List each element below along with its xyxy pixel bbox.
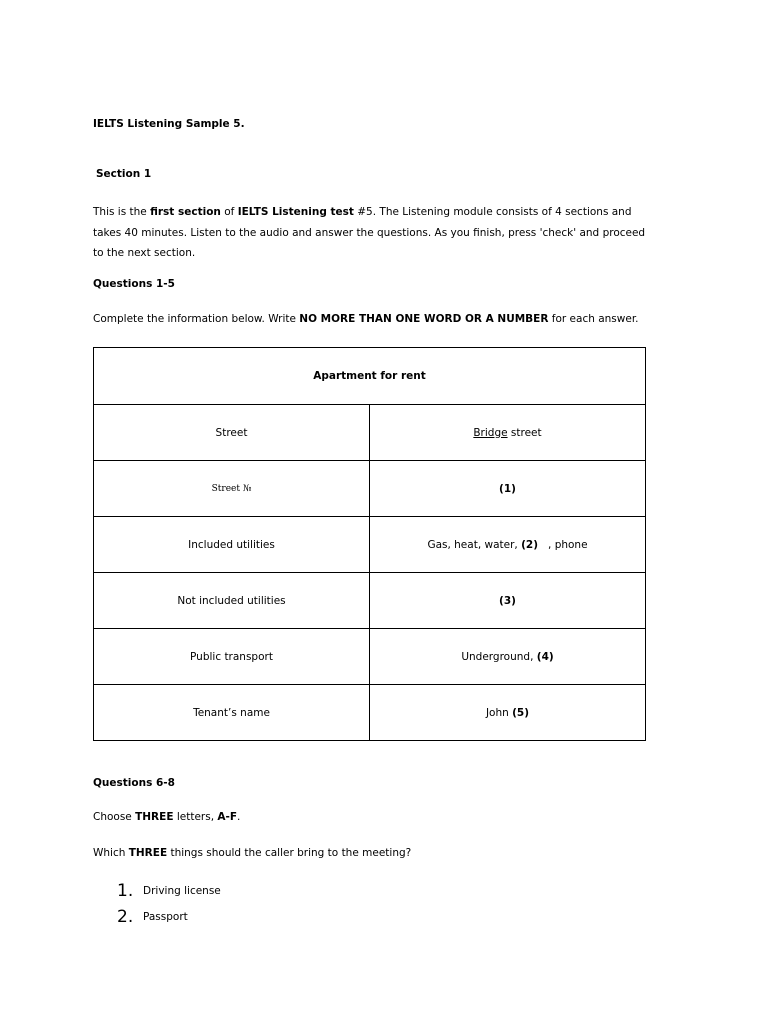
table-row	[94, 685, 646, 741]
row-value: Underground, (4)	[370, 629, 646, 685]
section-heading: Section 1	[96, 168, 152, 180]
list-item-text: Passport	[143, 911, 188, 923]
list-number: 1.	[117, 881, 134, 901]
apartment-table	[93, 347, 646, 741]
list-item	[117, 881, 221, 901]
table-row	[94, 573, 646, 629]
list-number: 2.	[117, 907, 134, 927]
row-label: Included utilities	[94, 517, 370, 573]
row-value: Gas, heat, water, (2) , phone	[370, 517, 646, 573]
table-header: Apartment for rent	[94, 348, 646, 405]
row-label: Street	[94, 405, 370, 461]
choose-instruction: Choose THREE letters, A-F.	[93, 811, 241, 823]
row-value: Bridge street	[370, 405, 646, 461]
questions-1-5-instructions: Complete the information below. Write NO MORE THAN ONE WORD OR A NUMBER for each answer.	[93, 313, 639, 325]
row-value: John (5)	[370, 685, 646, 741]
row-label: Tenant’s name	[94, 685, 370, 741]
table-row	[94, 405, 646, 461]
questions-1-5-heading: Questions 1-5	[93, 278, 175, 290]
table-row	[94, 517, 646, 573]
questions-6-8-heading: Questions 6-8	[93, 777, 175, 789]
row-label: Street №	[94, 461, 370, 517]
list-item	[117, 907, 188, 927]
table-row	[94, 629, 646, 685]
which-question: Which THREE things should the caller bring to the meeting?	[93, 847, 412, 859]
document-title: IELTS Listening Sample 5.	[93, 118, 245, 130]
table-row	[94, 461, 646, 517]
intro-paragraph: This is the first section of IELTS Listening test #5. The Listening module consists of 4 sections and takes 40 minutes. Listen to the audio and answer the questions. As you finish, press 'check' and proceed to the next section.	[93, 206, 646, 259]
row-value: (1)	[370, 461, 646, 517]
row-value: (3)	[370, 573, 646, 629]
row-label: Public transport	[94, 629, 370, 685]
list-item-text: Driving license	[143, 885, 221, 897]
row-label: Not included utilities	[94, 573, 370, 629]
table-header-row	[94, 348, 646, 405]
